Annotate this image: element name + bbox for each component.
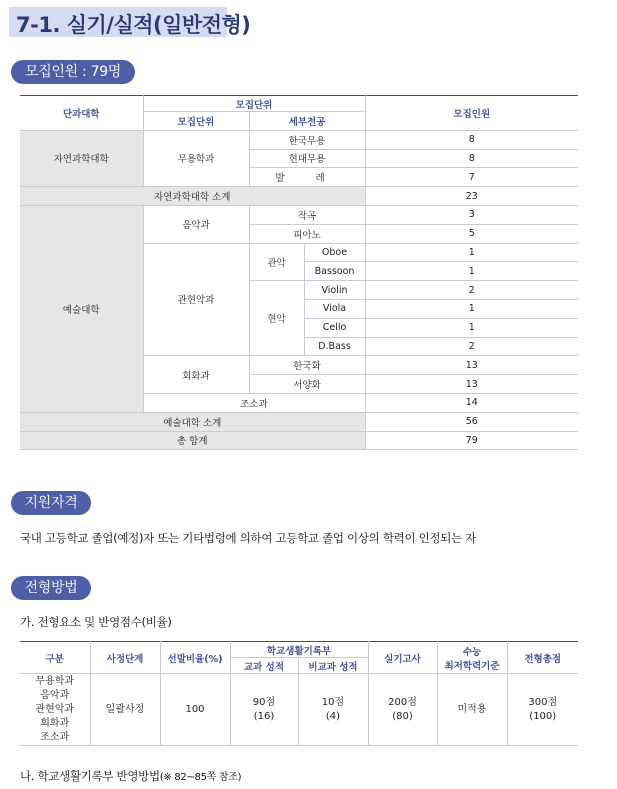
category-item: 음악과 xyxy=(40,689,70,701)
quota-sculpture: 14 xyxy=(365,393,578,412)
non-subject-points: 10점 xyxy=(321,696,345,708)
header-ratio: 선발비율(%) xyxy=(160,642,230,674)
method-sub-b xyxy=(20,768,241,784)
subject-percent: (16) xyxy=(253,710,275,722)
header-unit: 모집단위 xyxy=(143,112,249,131)
stage-value: 일괄사정 xyxy=(90,674,160,746)
major-oboe: Oboe xyxy=(304,243,365,262)
total-percent: (100) xyxy=(529,710,557,722)
header-subject-grade: 교과 성적 xyxy=(230,658,298,674)
header-category: 구분 xyxy=(20,642,90,674)
total-score-value xyxy=(507,674,578,746)
total-points: 300점 xyxy=(528,696,558,708)
header-unit-group: 모집단위 xyxy=(143,96,365,112)
eligibility-text: 국내 고등학교 졸업(예정)자 또는 기타법령에 의하여 고등학교 졸업 이상의 학력이 인정되는 자 xyxy=(20,531,477,545)
dept-sculpture: 조소과 xyxy=(143,393,365,412)
group-strings: 현악 xyxy=(249,281,304,356)
category-item: 관현악과 xyxy=(35,703,75,715)
method-badge: 전형방법 xyxy=(11,576,91,600)
header-csat-line2: 최저학력기준 xyxy=(444,660,500,672)
major-piano: 피아노 xyxy=(249,224,365,243)
practical-percent: (80) xyxy=(392,710,413,722)
quota-table xyxy=(20,95,578,450)
quota-viola: 1 xyxy=(365,299,578,318)
major-violin: Violin xyxy=(304,281,365,300)
quota-western-painting: 13 xyxy=(365,375,578,394)
header-stage: 사정단계 xyxy=(90,642,160,674)
quota-piano: 5 xyxy=(365,224,578,243)
group-winds: 관악 xyxy=(249,243,304,281)
method-sub-b-note: (※ 82~85쪽 참조) xyxy=(159,772,242,783)
header-total-score: 전형총점 xyxy=(507,642,578,674)
practical-points: 200점 xyxy=(388,696,417,708)
selection-method-table xyxy=(20,641,578,746)
college-arts: 예술대학 xyxy=(20,205,143,412)
practical-value xyxy=(368,674,437,746)
header-non-subject-grade: 비교과 성적 xyxy=(298,658,368,674)
header-practical: 실기고사 xyxy=(368,642,437,674)
major-korean-painting: 한국화 xyxy=(249,356,365,375)
subject-grade-value xyxy=(230,674,298,746)
subtotal-natural-label: 자연과학대학 소계 xyxy=(20,187,365,206)
quota-modern-dance: 8 xyxy=(365,149,578,168)
header-school-record: 학교생활기록부 xyxy=(230,642,368,658)
section-title: 7-1. 실기/실적(일반전형) xyxy=(16,13,251,37)
dept-dance: 무용학과 xyxy=(143,130,249,186)
non-subject-percent: (4) xyxy=(325,710,341,722)
major-cello: Cello xyxy=(304,318,365,337)
method-sub-a: 가. 전형요소 및 반영점수(비율) xyxy=(20,615,172,629)
major-modern-dance: 현대무용 xyxy=(249,149,365,168)
category-item: 회화과 xyxy=(40,717,70,729)
subject-points: 90점 xyxy=(252,696,276,708)
non-subject-grade-value xyxy=(298,674,368,746)
major-ballet: 발 레 xyxy=(249,168,365,187)
major-viola: Viola xyxy=(304,299,365,318)
quota-korean-painting: 13 xyxy=(365,356,578,375)
header-quota: 모집인원 xyxy=(365,96,578,131)
quota-korean-dance: 8 xyxy=(365,130,578,149)
dept-music: 음악과 xyxy=(143,205,249,243)
header-college: 단과대학 xyxy=(20,96,143,131)
quota-cello: 1 xyxy=(365,318,578,337)
quota-badge: 모집인원 : 79명 xyxy=(11,60,135,84)
header-major: 세부전공 xyxy=(249,112,365,131)
category-list xyxy=(20,674,90,746)
major-double-bass: D.Bass xyxy=(304,337,365,356)
major-western-painting: 서양화 xyxy=(249,375,365,394)
quota-composition: 3 xyxy=(365,205,578,224)
quota-double-bass: 2 xyxy=(365,337,578,356)
subtotal-arts: 56 xyxy=(365,412,578,431)
college-natural-science: 자연과학대학 xyxy=(20,130,143,186)
grand-total-label: 총 합계 xyxy=(20,431,365,450)
method-sub-b-title: 나. 학교생활기록부 반영방법 xyxy=(20,769,160,783)
header-csat-line1: 수능 xyxy=(462,646,482,658)
ratio-value: 100 xyxy=(160,674,230,746)
quota-oboe: 1 xyxy=(365,243,578,262)
header-csat xyxy=(437,642,507,674)
grand-total: 79 xyxy=(365,431,578,450)
quota-bassoon: 1 xyxy=(365,262,578,281)
subtotal-arts-label: 예술대학 소계 xyxy=(20,412,365,431)
csat-value: 미적용 xyxy=(437,674,507,746)
quota-ballet: 7 xyxy=(365,168,578,187)
category-item: 무용학과 xyxy=(35,675,75,687)
subtotal-natural: 23 xyxy=(365,187,578,206)
major-bassoon: Bassoon xyxy=(304,262,365,281)
category-item: 조소과 xyxy=(40,731,70,743)
eligibility-badge: 지원자격 xyxy=(11,491,91,515)
major-korean-dance: 한국무용 xyxy=(249,130,365,149)
dept-orchestra: 관현악과 xyxy=(143,243,249,356)
quota-violin: 2 xyxy=(365,281,578,300)
dept-painting: 회화과 xyxy=(143,356,249,394)
major-composition: 작곡 xyxy=(249,205,365,224)
